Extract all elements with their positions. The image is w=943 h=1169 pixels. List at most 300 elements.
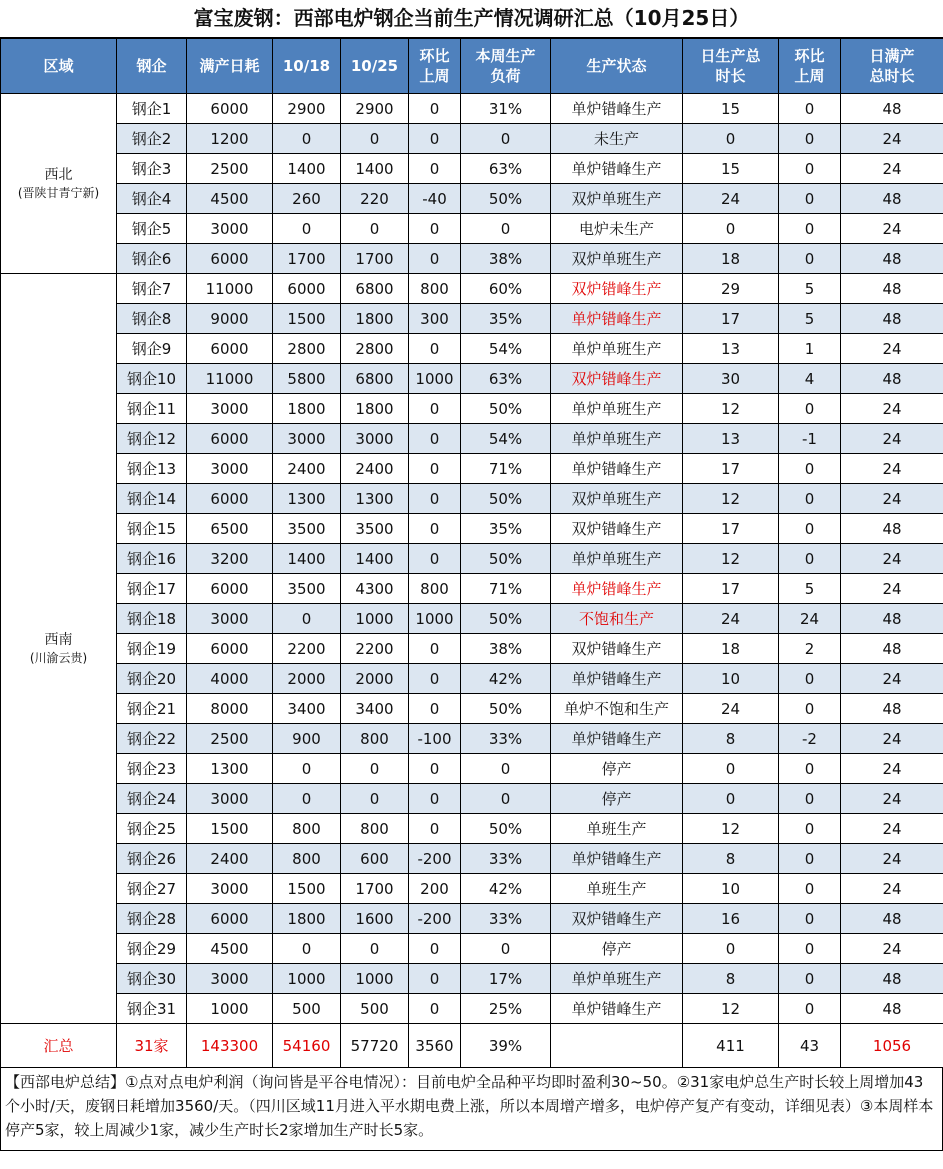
data-cell: 2400 — [341, 454, 409, 484]
data-cell: 31% — [461, 94, 551, 124]
data-cell: 单炉错峰生产 — [551, 574, 683, 604]
data-cell: 0 — [409, 334, 461, 364]
data-cell: 71% — [461, 574, 551, 604]
data-cell: 1300 — [341, 484, 409, 514]
column-header: 10/25 — [341, 39, 409, 94]
data-cell: 0 — [341, 934, 409, 964]
region-name: 西北 — [44, 166, 73, 183]
data-cell: 0 — [779, 244, 841, 274]
data-cell: 24 — [841, 424, 943, 454]
data-cell: 0 — [409, 694, 461, 724]
data-cell: 0 — [409, 424, 461, 454]
table-row — [1, 574, 943, 604]
data-cell: 1800 — [273, 394, 341, 424]
company-name-cell: 钢企17 — [117, 574, 187, 604]
data-cell: 3400 — [273, 694, 341, 724]
data-cell: 18 — [683, 634, 779, 664]
data-cell: 5 — [779, 274, 841, 304]
region-provinces: (川渝云贵) — [29, 650, 88, 665]
data-cell: 300 — [409, 304, 461, 334]
data-cell: -1 — [779, 424, 841, 454]
data-cell: 0 — [779, 154, 841, 184]
data-cell: 50% — [461, 544, 551, 574]
data-cell: 单炉错峰生产 — [551, 724, 683, 754]
data-cell: 2800 — [341, 334, 409, 364]
data-cell: 3000 — [273, 424, 341, 454]
data-cell: 双炉错峰生产 — [551, 634, 683, 664]
data-cell: 0 — [779, 694, 841, 724]
data-cell: 1500 — [273, 304, 341, 334]
data-cell: 0 — [273, 784, 341, 814]
company-name-cell: 钢企19 — [117, 634, 187, 664]
region-name: 西南 — [44, 631, 73, 648]
data-cell: 12 — [683, 814, 779, 844]
data-cell: 1600 — [341, 904, 409, 934]
data-cell: 2200 — [341, 634, 409, 664]
data-cell: 24 — [841, 664, 943, 694]
data-cell: 单炉错峰生产 — [551, 304, 683, 334]
table-row — [1, 394, 943, 424]
data-cell: 6000 — [187, 484, 273, 514]
data-cell: 12 — [683, 484, 779, 514]
data-cell: 2 — [779, 634, 841, 664]
data-cell: 4 — [779, 364, 841, 394]
column-header: 满产日耗 — [187, 39, 273, 94]
data-cell: 0 — [409, 634, 461, 664]
data-cell: 2400 — [273, 454, 341, 484]
data-cell: 71% — [461, 454, 551, 484]
data-cell: 2000 — [341, 664, 409, 694]
data-cell: 0 — [409, 934, 461, 964]
table-row — [1, 124, 943, 154]
data-cell: 38% — [461, 244, 551, 274]
data-cell: 11000 — [187, 274, 273, 304]
data-cell: 1000 — [341, 964, 409, 994]
production-table — [0, 38, 943, 1068]
data-cell: 63% — [461, 154, 551, 184]
company-name-cell: 钢企8 — [117, 304, 187, 334]
data-cell: 8000 — [187, 694, 273, 724]
data-cell: 0 — [779, 514, 841, 544]
data-cell: 1700 — [341, 244, 409, 274]
company-name-cell: 钢企5 — [117, 214, 187, 244]
table-row — [1, 784, 943, 814]
data-cell: 0 — [683, 124, 779, 154]
data-cell: -100 — [409, 724, 461, 754]
data-cell: 16 — [683, 904, 779, 934]
company-name-cell: 钢企24 — [117, 784, 187, 814]
table-row — [1, 994, 943, 1024]
data-cell: 1400 — [273, 154, 341, 184]
data-cell: 双炉单班生产 — [551, 184, 683, 214]
data-cell: 0 — [779, 994, 841, 1024]
data-cell: 0 — [779, 814, 841, 844]
data-cell: 1400 — [273, 544, 341, 574]
data-cell: 4000 — [187, 664, 273, 694]
data-cell: 双炉错峰生产 — [551, 904, 683, 934]
company-name-cell: 钢企15 — [117, 514, 187, 544]
data-cell: 6000 — [187, 94, 273, 124]
data-cell: 42% — [461, 874, 551, 904]
data-cell: 12 — [683, 394, 779, 424]
data-cell: 单班生产 — [551, 814, 683, 844]
data-cell: 800 — [341, 724, 409, 754]
data-cell: 1300 — [273, 484, 341, 514]
header-row — [1, 39, 943, 94]
data-cell: 5 — [779, 574, 841, 604]
summary-cell: 43 — [779, 1024, 841, 1068]
summary-cell: 57720 — [341, 1024, 409, 1068]
data-cell: 48 — [841, 94, 943, 124]
company-name-cell: 钢企11 — [117, 394, 187, 424]
data-cell: 4500 — [187, 934, 273, 964]
data-cell: 单炉单班生产 — [551, 334, 683, 364]
company-name-cell: 钢企14 — [117, 484, 187, 514]
data-cell: 单炉错峰生产 — [551, 94, 683, 124]
data-cell: 24 — [841, 724, 943, 754]
data-cell: 8 — [683, 724, 779, 754]
data-cell: 0 — [779, 184, 841, 214]
region-provinces: (晋陕甘青宁新) — [17, 185, 100, 200]
data-cell: 1400 — [341, 154, 409, 184]
data-cell: 0 — [409, 154, 461, 184]
data-cell: 3000 — [187, 874, 273, 904]
table-row — [1, 964, 943, 994]
data-cell: 3000 — [187, 784, 273, 814]
data-cell: 0 — [683, 784, 779, 814]
data-cell: 2000 — [273, 664, 341, 694]
data-cell: 2500 — [187, 154, 273, 184]
table-row — [1, 694, 943, 724]
data-cell: 24 — [683, 694, 779, 724]
data-cell: 2500 — [187, 724, 273, 754]
data-cell: 12 — [683, 544, 779, 574]
data-cell: 48 — [841, 514, 943, 544]
data-cell: 24 — [841, 874, 943, 904]
data-cell: 48 — [841, 964, 943, 994]
data-cell: 单炉错峰生产 — [551, 664, 683, 694]
data-cell: 24 — [841, 454, 943, 484]
data-cell: 6000 — [187, 904, 273, 934]
data-cell: 24 — [841, 214, 943, 244]
table-row — [1, 724, 943, 754]
data-cell: 0 — [779, 124, 841, 154]
data-cell: 2900 — [341, 94, 409, 124]
data-cell: 6000 — [187, 634, 273, 664]
data-cell: 0 — [779, 544, 841, 574]
data-cell: 3200 — [187, 544, 273, 574]
data-cell: 0 — [273, 934, 341, 964]
data-cell: 48 — [841, 364, 943, 394]
data-cell: 48 — [841, 904, 943, 934]
company-name-cell: 钢企30 — [117, 964, 187, 994]
data-cell: 0 — [409, 664, 461, 694]
data-cell: 800 — [273, 814, 341, 844]
data-cell: 24 — [841, 394, 943, 424]
data-cell: 17 — [683, 514, 779, 544]
page-title: 富宝废钢：西部电炉钢企当前生产情况调研汇总（10月25日） — [0, 0, 943, 38]
data-cell: 3000 — [187, 454, 273, 484]
company-name-cell: 钢企13 — [117, 454, 187, 484]
data-cell: 未生产 — [551, 124, 683, 154]
data-cell: 15 — [683, 94, 779, 124]
table-row — [1, 484, 943, 514]
data-cell: 11000 — [187, 364, 273, 394]
data-cell: 33% — [461, 724, 551, 754]
data-cell: 0 — [779, 94, 841, 124]
data-cell: 8 — [683, 964, 779, 994]
data-cell: 2900 — [273, 94, 341, 124]
data-cell: 0 — [409, 514, 461, 544]
data-cell: 0 — [409, 484, 461, 514]
data-cell: 48 — [841, 634, 943, 664]
data-cell: 800 — [409, 274, 461, 304]
data-cell: 63% — [461, 364, 551, 394]
data-cell: 0 — [779, 214, 841, 244]
company-name-cell: 钢企28 — [117, 904, 187, 934]
data-cell: 3000 — [341, 424, 409, 454]
data-cell: 29 — [683, 274, 779, 304]
data-cell: 13 — [683, 334, 779, 364]
data-cell: 35% — [461, 304, 551, 334]
data-cell: 0 — [779, 874, 841, 904]
data-cell: 0 — [683, 934, 779, 964]
data-cell: 2200 — [273, 634, 341, 664]
data-cell: 0 — [683, 754, 779, 784]
data-cell: 24 — [841, 934, 943, 964]
column-header: 环比 上周 — [409, 39, 461, 94]
data-cell: 800 — [341, 814, 409, 844]
table-row — [1, 844, 943, 874]
data-cell: 0 — [341, 214, 409, 244]
data-cell: 0 — [409, 244, 461, 274]
column-header: 钢企 — [117, 39, 187, 94]
column-header: 区域 — [1, 39, 117, 94]
column-header: 本周生产 负荷 — [461, 39, 551, 94]
data-cell: 50% — [461, 814, 551, 844]
data-cell: 3400 — [341, 694, 409, 724]
data-cell: 4300 — [341, 574, 409, 604]
data-cell: 500 — [273, 994, 341, 1024]
table-row — [1, 304, 943, 334]
summary-cell: 39% — [461, 1024, 551, 1068]
data-cell: 48 — [841, 994, 943, 1024]
data-cell: 1800 — [273, 904, 341, 934]
data-cell: 0 — [461, 214, 551, 244]
data-cell: 6500 — [187, 514, 273, 544]
data-cell: -40 — [409, 184, 461, 214]
data-cell: 260 — [273, 184, 341, 214]
data-cell: 1000 — [187, 994, 273, 1024]
data-cell: 24 — [841, 334, 943, 364]
data-cell: 0 — [409, 964, 461, 994]
company-name-cell: 钢企20 — [117, 664, 187, 694]
data-cell: 13 — [683, 424, 779, 454]
data-cell: 单炉单班生产 — [551, 544, 683, 574]
data-cell: 500 — [341, 994, 409, 1024]
company-name-cell: 钢企1 — [117, 94, 187, 124]
summary-cell: 411 — [683, 1024, 779, 1068]
data-cell: 1 — [779, 334, 841, 364]
data-cell: 35% — [461, 514, 551, 544]
data-cell: 0 — [341, 124, 409, 154]
table-row — [1, 814, 943, 844]
data-cell: 0 — [409, 454, 461, 484]
data-cell: 0 — [461, 934, 551, 964]
table-row — [1, 664, 943, 694]
data-cell: 0 — [409, 784, 461, 814]
company-name-cell: 钢企3 — [117, 154, 187, 184]
data-cell: 0 — [779, 934, 841, 964]
data-cell: 单炉错峰生产 — [551, 844, 683, 874]
company-name-cell: 钢企21 — [117, 694, 187, 724]
data-cell: 3000 — [187, 214, 273, 244]
data-cell: 5 — [779, 304, 841, 334]
data-cell: 900 — [273, 724, 341, 754]
data-cell: 0 — [409, 394, 461, 424]
data-cell: 17 — [683, 454, 779, 484]
company-name-cell: 钢企29 — [117, 934, 187, 964]
summary-cell: 3560 — [409, 1024, 461, 1068]
data-cell: 单炉单班生产 — [551, 964, 683, 994]
data-cell: 18 — [683, 244, 779, 274]
company-name-cell: 钢企26 — [117, 844, 187, 874]
data-cell: 48 — [841, 604, 943, 634]
data-cell: 双炉单班生产 — [551, 484, 683, 514]
summary-note: 【西部电炉总结】①点对点电炉利润（询问皆是平谷电情况）：目前电炉全品种平均即时盈利30~50。②31家电炉总生产时长较上周增加43个小时/天，废钢日耗增加3560/天。（四川区域11月进入平水期电费上涨，所以本周增产增多，电炉停产复产有变动，详细见表）③本周样本停产5家，较上周减少1家，减少生产时长2家增加生产时长5家。 — [0, 1068, 943, 1151]
data-cell: 6800 — [341, 364, 409, 394]
data-cell: 54% — [461, 334, 551, 364]
data-cell: 0 — [273, 754, 341, 784]
data-cell: 0 — [409, 544, 461, 574]
data-cell: 50% — [461, 394, 551, 424]
table-row — [1, 454, 943, 484]
data-cell: 1000 — [409, 604, 461, 634]
data-cell: 3500 — [273, 514, 341, 544]
column-header: 日满产 总时长 — [841, 39, 943, 94]
table-row — [1, 94, 943, 124]
company-name-cell: 钢企12 — [117, 424, 187, 454]
summary-cell: 54160 — [273, 1024, 341, 1068]
data-cell: 42% — [461, 664, 551, 694]
data-cell: 1400 — [341, 544, 409, 574]
data-cell: 0 — [683, 214, 779, 244]
data-cell: 24 — [841, 844, 943, 874]
data-cell: 24 — [841, 154, 943, 184]
data-cell: 60% — [461, 274, 551, 304]
data-cell: 1000 — [273, 964, 341, 994]
data-cell: 0 — [409, 754, 461, 784]
data-cell: 3000 — [187, 394, 273, 424]
data-cell: 3500 — [341, 514, 409, 544]
data-cell: 24 — [683, 184, 779, 214]
data-cell: 2800 — [273, 334, 341, 364]
column-header: 10/18 — [273, 39, 341, 94]
data-cell: 0 — [779, 664, 841, 694]
data-cell: 0 — [409, 994, 461, 1024]
data-cell: 33% — [461, 904, 551, 934]
data-cell: 3500 — [273, 574, 341, 604]
table-row — [1, 184, 943, 214]
data-cell: 0 — [273, 214, 341, 244]
data-cell: 9000 — [187, 304, 273, 334]
data-cell: 双炉错峰生产 — [551, 514, 683, 544]
table-row — [1, 634, 943, 664]
data-cell: -200 — [409, 904, 461, 934]
data-cell: 48 — [841, 694, 943, 724]
data-cell: 0 — [409, 814, 461, 844]
region-cell — [1, 94, 117, 274]
data-cell: 0 — [409, 124, 461, 154]
data-cell: 600 — [341, 844, 409, 874]
data-cell: 0 — [409, 94, 461, 124]
table-body — [1, 94, 943, 1068]
data-cell: 15 — [683, 154, 779, 184]
data-cell: 6000 — [187, 334, 273, 364]
company-name-cell: 钢企7 — [117, 274, 187, 304]
data-cell: 1200 — [187, 124, 273, 154]
data-cell: 不饱和生产 — [551, 604, 683, 634]
data-cell: 0 — [341, 784, 409, 814]
data-cell: 停产 — [551, 784, 683, 814]
data-cell: 0 — [273, 124, 341, 154]
data-cell: 单炉错峰生产 — [551, 154, 683, 184]
data-cell: 2400 — [187, 844, 273, 874]
data-cell: 1300 — [187, 754, 273, 784]
data-cell: 0 — [779, 454, 841, 484]
data-cell: 0 — [779, 844, 841, 874]
data-cell: 6000 — [273, 274, 341, 304]
data-cell: 0 — [461, 784, 551, 814]
data-cell: 6800 — [341, 274, 409, 304]
table-row — [1, 544, 943, 574]
data-cell: 24 — [683, 604, 779, 634]
data-cell: 17 — [683, 304, 779, 334]
data-cell: 停产 — [551, 754, 683, 784]
data-cell: 200 — [409, 874, 461, 904]
data-cell: 双炉错峰生产 — [551, 364, 683, 394]
table-row — [1, 514, 943, 544]
data-cell: 38% — [461, 634, 551, 664]
data-cell: 0 — [779, 904, 841, 934]
data-cell: 1500 — [187, 814, 273, 844]
company-name-cell: 钢企25 — [117, 814, 187, 844]
data-cell: 30 — [683, 364, 779, 394]
data-cell: 1800 — [341, 394, 409, 424]
company-name-cell: 钢企2 — [117, 124, 187, 154]
data-cell: 48 — [841, 274, 943, 304]
data-cell: 10 — [683, 664, 779, 694]
table-row — [1, 904, 943, 934]
data-cell: 24 — [841, 784, 943, 814]
table-row — [1, 214, 943, 244]
summary-cell — [551, 1024, 683, 1068]
company-name-cell: 钢企9 — [117, 334, 187, 364]
data-cell: 12 — [683, 994, 779, 1024]
data-cell: 5800 — [273, 364, 341, 394]
data-cell: 单炉不饱和生产 — [551, 694, 683, 724]
table-row — [1, 274, 943, 304]
data-cell: 17% — [461, 964, 551, 994]
data-cell: 3000 — [187, 964, 273, 994]
data-cell: 800 — [409, 574, 461, 604]
data-cell: 10 — [683, 874, 779, 904]
table-row — [1, 874, 943, 904]
data-cell: 单班生产 — [551, 874, 683, 904]
company-name-cell: 钢企18 — [117, 604, 187, 634]
data-cell: 48 — [841, 304, 943, 334]
data-cell: 50% — [461, 604, 551, 634]
